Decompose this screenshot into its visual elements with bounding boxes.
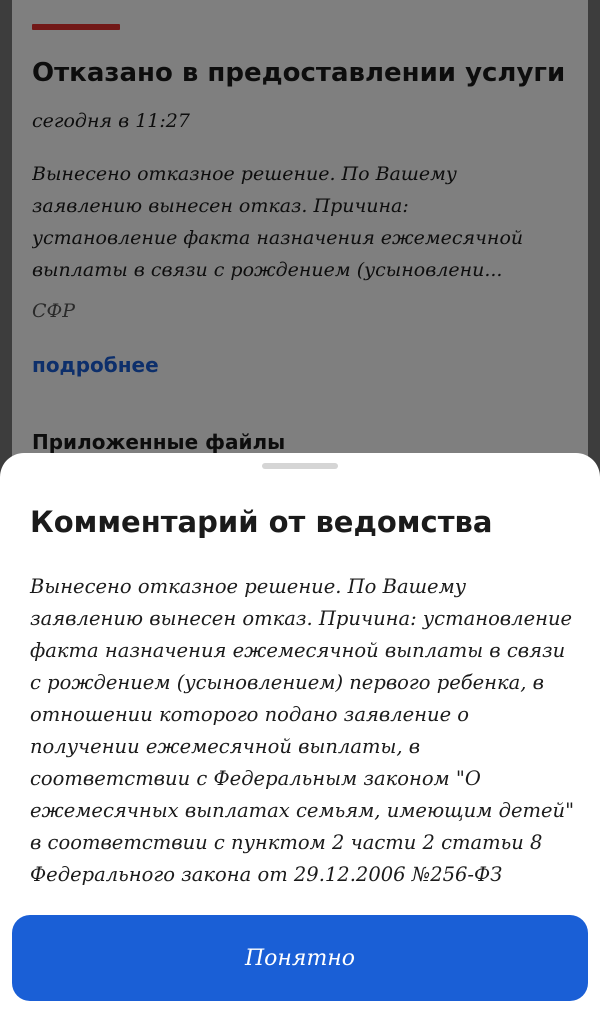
sheet-title: Комментарий от ведомства xyxy=(30,505,493,539)
ok-button[interactable]: Понятно xyxy=(12,915,588,1001)
sheet-drag-handle[interactable] xyxy=(262,463,338,469)
department-comment-text: Вынесено отказное решение. По Вашему заявлению вынесен отказ. Причина: установление факта назначения ежемесячной выплаты в связи с рождением (усыновлением) первого ребенка, в отношении которого подано заявление о получении ежемесячной выплаты, в соответствии с Федеральным законом "О ежемесячных выплатах семьям, имеющим детей" в соответствии с пунктом 2 части 2 статьи 8 Федерального закона от 29.12.2006 №256-ФЗ xyxy=(30,575,575,886)
bottom-sheet xyxy=(0,453,600,1030)
